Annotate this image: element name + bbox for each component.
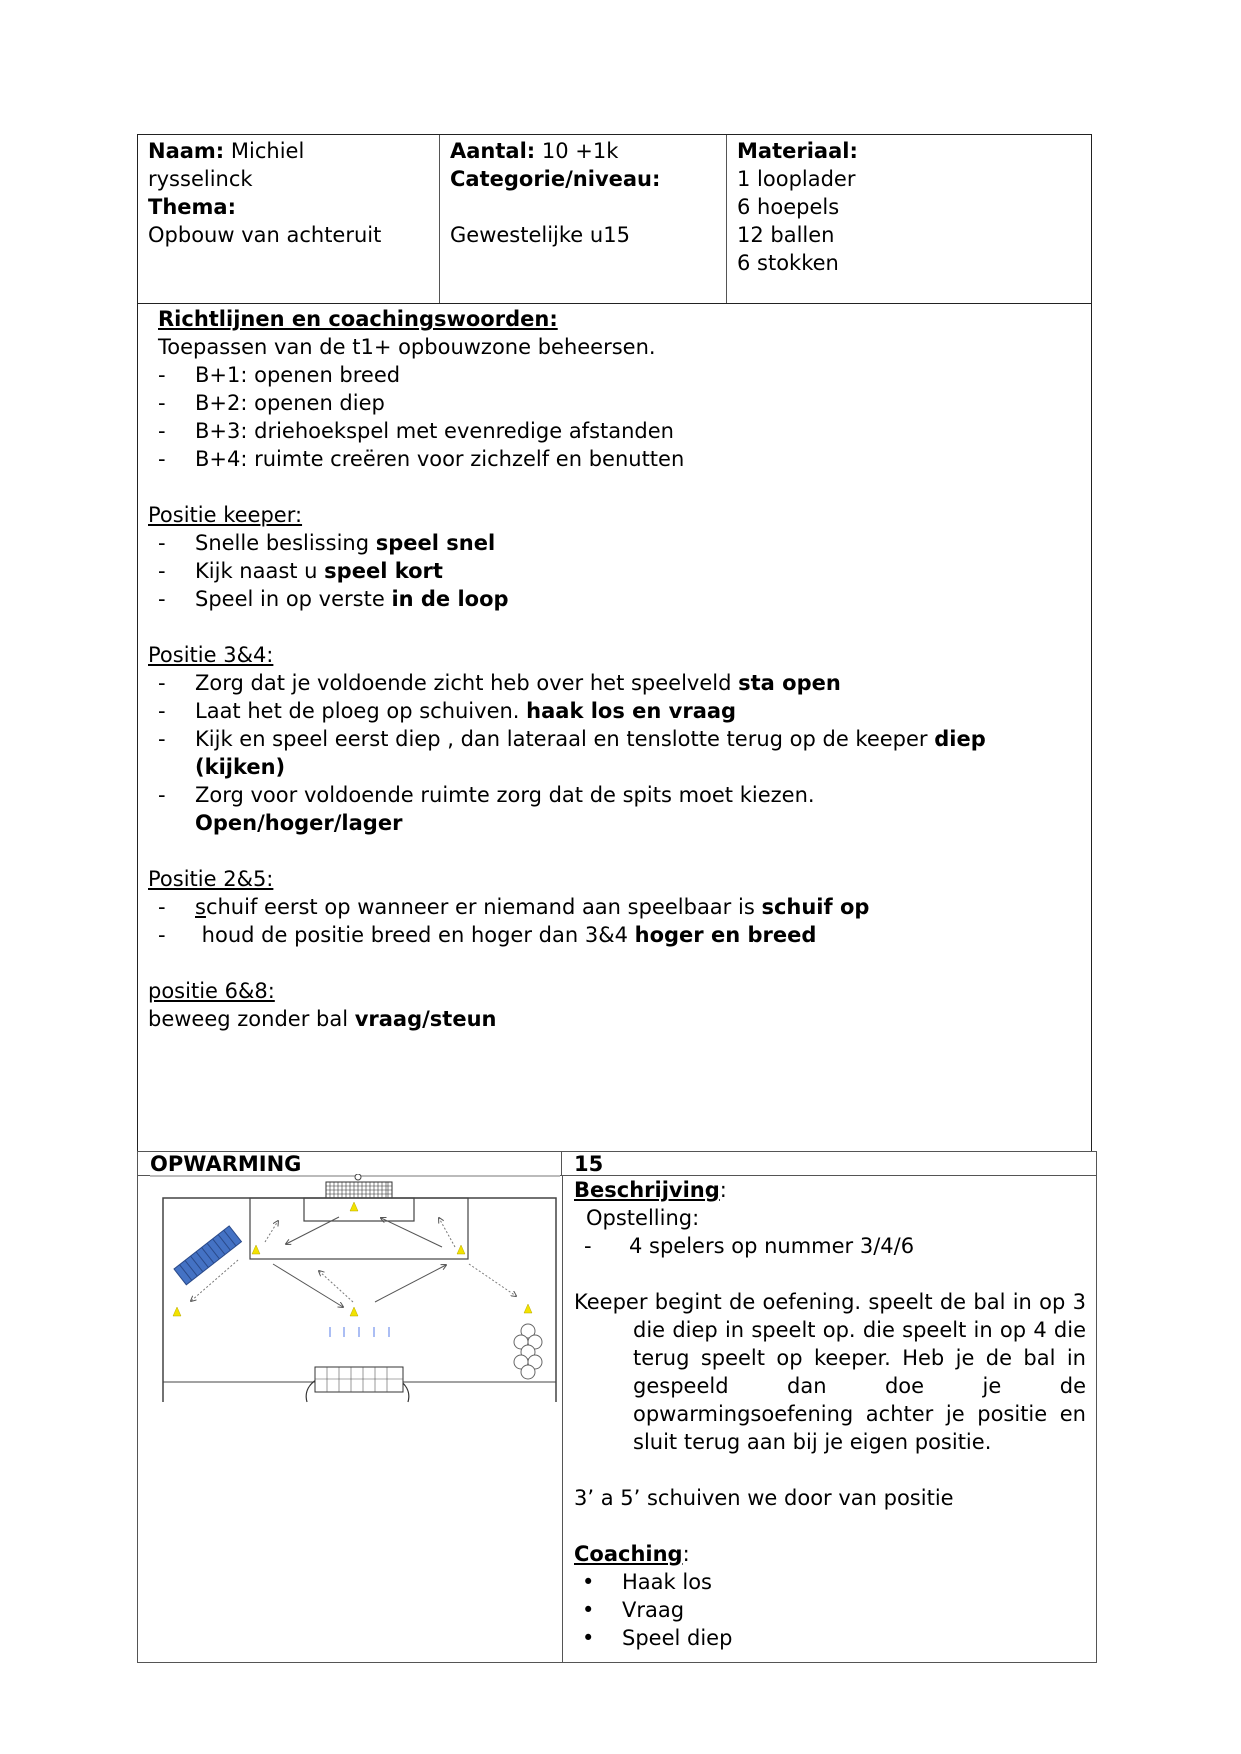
list-item: - Kijk en speel eerst diep , dan lateraal en tenslotte terug op de keeper diep (kijken) [158, 727, 986, 779]
list-item: - B+2: openen diep [158, 391, 385, 415]
thema-label: Thema: [148, 195, 236, 219]
naam-value-2: rysselinck [148, 167, 253, 191]
coaching-label: Coaching [574, 1542, 683, 1566]
pos34-title: Positie 3&4: [148, 643, 274, 667]
aantal-cell [440, 135, 727, 303]
header-table [137, 134, 1092, 1152]
aantal-label: Aantal: [450, 139, 536, 163]
materiaal-item: 12 ballen [737, 223, 835, 247]
materiaal-item: 6 hoepels [737, 195, 840, 219]
pos68-title: positie 6&8: [148, 979, 275, 1003]
opwarming-title: OPWARMING [138, 1152, 562, 1175]
materiaal-cell [727, 135, 1091, 303]
hoop-icon [514, 1324, 542, 1379]
list-item: - houd de positie breed en hoger dan 3&4 hoger en breed [158, 923, 817, 947]
aantal-value: 10 +1k [541, 139, 619, 163]
keeper-title: Positie keeper: [148, 503, 303, 527]
categorie-label: Categorie/niveau: [450, 167, 661, 191]
naam-value: Michiel [230, 139, 305, 163]
list-item: - Snelle beslissing speel snel [158, 531, 496, 555]
list-item: - B+1: openen breed [158, 363, 401, 387]
pos68-text: beweeg zonder bal vraag/steun [148, 1007, 497, 1031]
opwarming-duration: 15 [574, 1152, 604, 1176]
categorie-value: Gewestelijke u15 [450, 223, 630, 247]
materiaal-item: 1 looplader [737, 167, 856, 191]
rotation-text: 3’ a 5’ schuiven we door van positie [574, 1486, 954, 1510]
naam-thema-cell [138, 135, 440, 303]
list-item: • Speel diep [582, 1626, 733, 1650]
list-item: - Zorg dat je voldoende zicht heb over het speelveld sta open [158, 671, 841, 695]
list-item: • Vraag [582, 1598, 685, 1622]
stick-icon [330, 1327, 389, 1337]
opwarming-description: Keeper begint de oefening. speelt de bal in op 3 die diep in speelt op. die speelt in op 4 die terug speelt op keeper. Heb je de bal in gespeeld dan doe je de opwarmingsoefening achter je positie en sluit terug aan bij je eigen positie. [574, 1290, 1086, 1454]
naam-label: Naam: [148, 139, 225, 163]
list-item: - schuif eerst op wanneer er niemand aan speelbaar is schuif op [158, 895, 870, 919]
list-item: - Speel in op verste in de loop [158, 587, 509, 611]
list-item: - Kijk naast u speel kort [158, 559, 443, 583]
opwarming-header-row [138, 1152, 1096, 1176]
opwarming-table [137, 1151, 1097, 1663]
goal-net-icon [326, 1182, 392, 1198]
richtlijnen-title: Richtlijnen en coachingswoorden: [158, 307, 558, 331]
header-row [138, 135, 1091, 304]
diagram-cell [138, 1176, 563, 1662]
beschrijving-label: Beschrijving [574, 1178, 720, 1202]
ladder-icon [174, 1226, 241, 1285]
materiaal-label: Materiaal: [737, 139, 858, 163]
thema-value: Opbouw van achteruit [148, 223, 382, 247]
field-diagram [150, 1174, 570, 1414]
opstelling-label: Opstelling: [586, 1206, 700, 1230]
list-item: - Zorg voor voldoende ruimte zorg dat de spits moet kiezen. Open/hoger/lager [158, 783, 815, 835]
richtlijnen-intro: Toepassen van de t1+ opbouwzone beheersen. [158, 335, 656, 359]
list-item: - B+3: driehoekspel met evenredige afstanden [158, 419, 674, 443]
list-item: • Haak los [582, 1570, 712, 1594]
materiaal-item: 6 stokken [737, 251, 839, 275]
goal-net-icon [315, 1367, 403, 1392]
list-item: - 4 spelers op nummer 3/4/6 [584, 1234, 915, 1258]
description-cell: Beschrijving: Opstelling: - 4 spelers op nummer 3/4/6 Keeper begint de oefening. speelt de bal in op 3 die diep in speelt op. die speelt in op 4 die terug speelt op keeper. Heb je de bal in gespeeld dan doe je de opwarmingsoefening achter je positie en sluit terug aan bij je eigen positie. 3’ a 5’ schuiven we door van positie Coaching: • Haak los • Vraag • Speel diep [574, 1178, 1086, 1650]
richtlijnen-cell [138, 303, 1091, 1151]
pos25-title: Positie 2&5: [148, 867, 274, 891]
list-item: - Laat het de ploeg op schuiven. haak los en vraag [158, 699, 737, 723]
list-item: - B+4: ruimte creëren voor zichzelf en benutten [158, 447, 685, 471]
